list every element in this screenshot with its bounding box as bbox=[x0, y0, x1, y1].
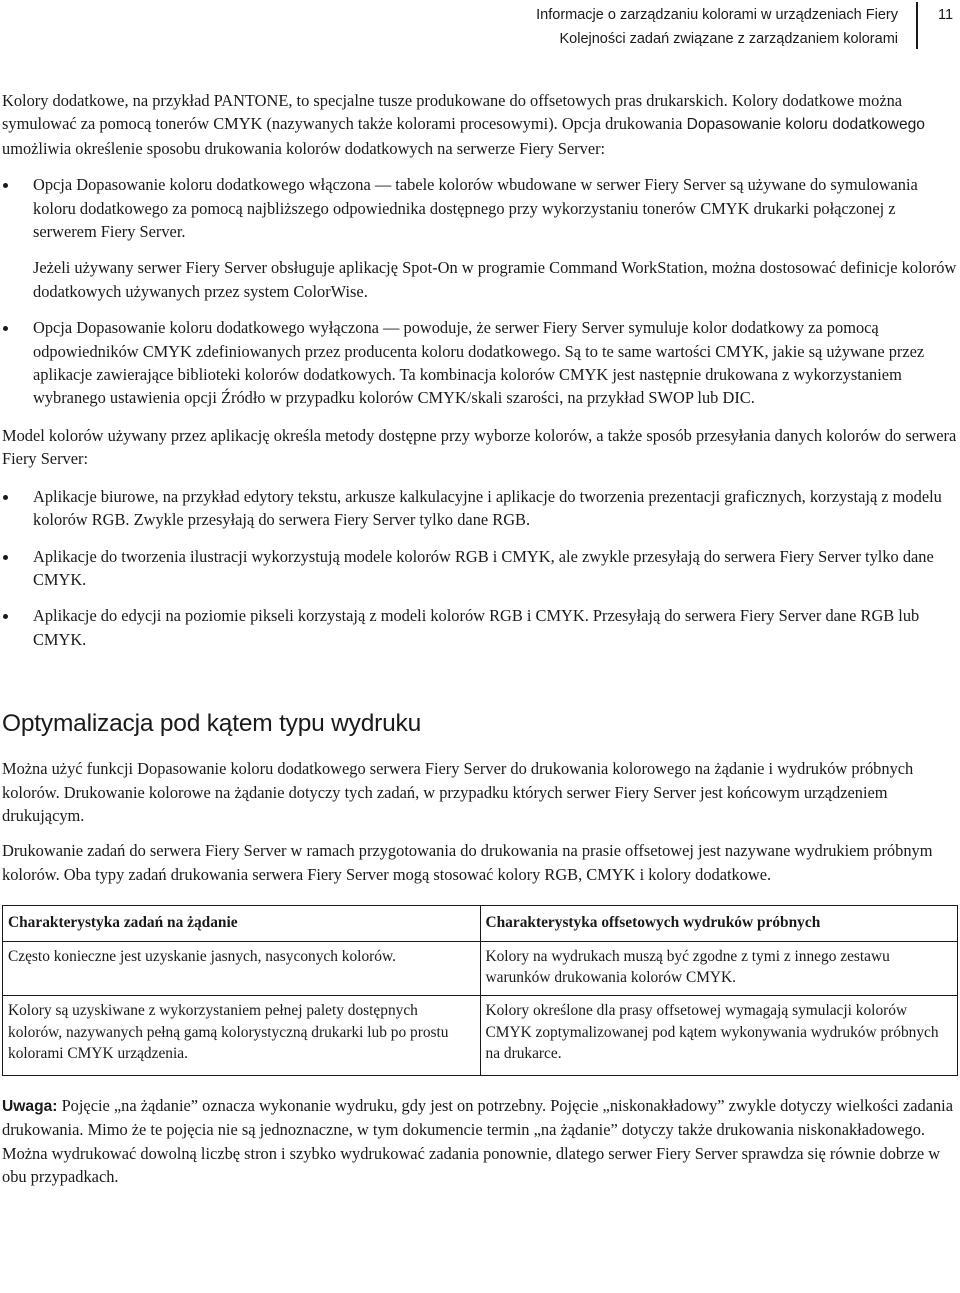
list-item: Opcja Dopasowanie koloru dodatkowego wyłączona — powoduje, że serwer Fiery Server symuluje kolor dodatkowy za pomocą odpowiedników CMYK zdefiniowanych przez producenta koloru dodatkowego. Są to te same wartości CMYK, jakie są używane przez aplikacje zawierające biblioteki kolorów dodatkowych. Ta kombinacja kolorów CMYK jest następnie drukowana z wykorzystaniem wybranego ustawienia opcji Źródło w przypadku kolorów CMYK/skali szarości, na przykład SWOP lub DIC. bbox=[2, 316, 958, 410]
section-paragraph-2: Drukowanie zadań do serwera Fiery Server w ramach przygotowania do drukowania na prasie offsetowej jest nazywane wydrukiem próbnym kolorów. Oba typy zadań drukowania serwera Fiery Server mogą stosować kolory RGB, CMYK i kolory dodatkowe. bbox=[2, 841, 933, 884]
list-item: Aplikacje do tworzenia ilustracji wykorzystują modele kolorów RGB i CMYK, ale zwykle przesyłają do serwera Fiery Server tylko dane CMYK. bbox=[2, 545, 958, 592]
header-line-1: Informacje o zarządzaniu kolorami w urządzeniach Fiery bbox=[536, 7, 898, 23]
table-row bbox=[3, 995, 958, 1075]
page-number: 11 bbox=[938, 7, 954, 23]
spot-match-on-list bbox=[2, 173, 958, 243]
table-header-cell: Charakterystyka zadań na żądanie bbox=[3, 906, 481, 942]
page-content bbox=[2, 89, 958, 1188]
table-row bbox=[3, 941, 958, 995]
header-divider bbox=[916, 2, 918, 49]
intro-text-start: Kolory dodatkowe, na przykład PANTONE, to specjalne tusze produkowane do offsetowych pras drukarskich. Kolory dodatkowe można symulować za pomocą tonerów CMYK (nazywanych także kolorami procesowymi). Opcja drukowania bbox=[2, 91, 903, 134]
spot-on-paragraph: Jeżeli używany serwer Fiery Server obsługuje aplikację Spot-On w programie Command WorkStation, można dostosować definicje kolorów dodatkowych używanych przez system ColorWise. bbox=[33, 258, 957, 301]
application-types-list bbox=[2, 485, 958, 651]
list-item: Aplikacje biurowe, na przykład edytory tekstu, arkusze kalkulacyjne i aplikacje do tworzenia prezentacji graficznych, korzystają z modelu kolorów RGB. Zwykle przesyłają do serwera Fiery Server tylko dane RGB. bbox=[2, 485, 958, 532]
list-item: Aplikacje do edycji na poziomie pikseli korzystają z modeli kolorów RGB i CMYK. Przesyłają do serwera Fiery Server dane RGB lub CMYK. bbox=[2, 604, 958, 651]
intro-paragraph bbox=[2, 89, 958, 160]
spot-match-off-list bbox=[2, 316, 958, 410]
option-name: Dopasowanie koloru dodatkowego bbox=[686, 116, 925, 134]
section-paragraph-1: Można użyć funkcji Dopasowanie koloru dodatkowego serwera Fiery Server do drukowania kolorowego na żądanie i wydruków próbnych kolorów. Drukowanie kolorowe na żądanie dotyczy tych zadań, w przypadku których serwer Fiery Server jest końcowym urządzeniem drukującym. bbox=[2, 759, 914, 825]
running-header bbox=[536, 3, 898, 51]
job-characteristics-table bbox=[2, 905, 958, 1076]
table-header-row bbox=[3, 906, 958, 942]
note-paragraph bbox=[2, 1094, 958, 1189]
note-text: Pojęcie „na żądanie” oznacza wykonanie wydruku, gdy jest on potrzebny. Pojęcie „niskonakładowy” zwykle dotyczy wielkości zadania drukowania. Mimo że te pojęcia nie są jednoznaczne, w tym dokumencie termin „na żądanie” dotyczy także drukowania niskonakładowego. Można wydrukować dowolną liczbę stron i szybko wydrukować zadania ponownie, dlatego serwer Fiery Server sprawdza się równie dobrze w obu przypadkach. bbox=[2, 1095, 954, 1186]
table-cell: Kolory określone dla prasy offsetowej wymagają symulacji kolorów CMYK zoptymalizowanej pod kątem wykonywania wydruków próbnych na drukarce. bbox=[480, 995, 958, 1075]
table-cell: Kolory są uzyskiwane z wykorzystaniem pełnej palety dostępnych kolorów, nazywanych pełną gamą kolorystyczną drukarki lub po prostu kolorami CMYK urządzenia. bbox=[3, 995, 481, 1075]
list-item: Opcja Dopasowanie koloru dodatkowego włączona — tabele kolorów wbudowane w serwer Fiery Server są używane do symulowania koloru dodatkowego za pomocą najbliższego odpowiednika dostępnego przy wykorzystaniu tonerów CMYK drukarki połączonej z serwerem Fiery Server. bbox=[2, 173, 958, 243]
note-label: Uwaga: bbox=[2, 1097, 58, 1115]
section-heading: Optymalizacja pod kątem typu wydruku bbox=[2, 710, 422, 738]
table-cell: Kolory na wydrukach muszą być zgodne z tymi z innego zestawu warunków drukowania kolorów CMYK. bbox=[480, 941, 958, 995]
table-cell: Często konieczne jest uzyskanie jasnych, nasyconych kolorów. bbox=[3, 941, 481, 995]
intro-text-end: umożliwia określenie sposobu drukowania kolorów dodatkowych na serwerze Fiery Server: bbox=[2, 138, 606, 158]
color-model-paragraph: Model kolorów używany przez aplikację określa metody dostępne przy wyborze kolorów, a także sposób przesyłania danych kolorów do serwera Fiery Server: bbox=[2, 425, 957, 469]
header-line-2: Kolejności zadań związane z zarządzaniem kolorami bbox=[559, 31, 898, 47]
table-header-cell: Charakterystyka offsetowych wydruków próbnych bbox=[480, 906, 958, 942]
